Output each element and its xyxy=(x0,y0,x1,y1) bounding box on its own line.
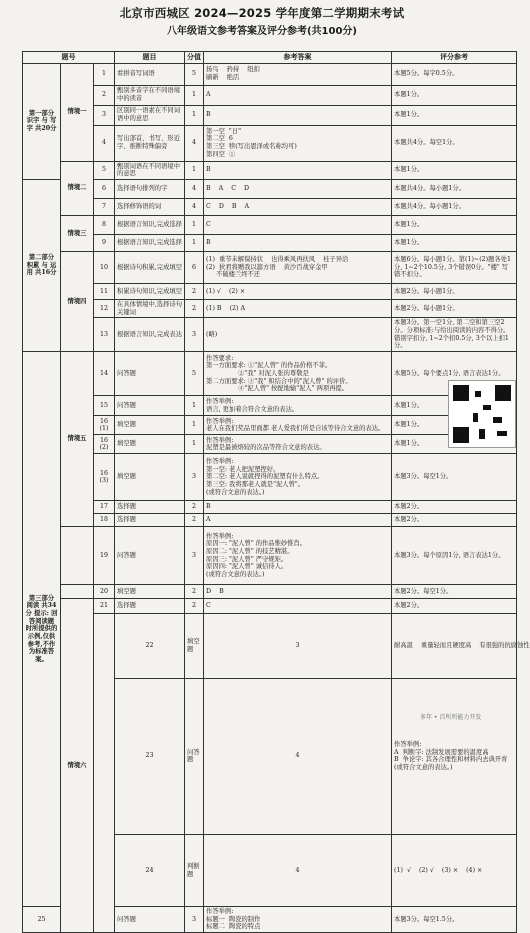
reference-answer xyxy=(204,125,392,161)
table-row xyxy=(23,396,517,416)
part-label: 第二部分 积累 与 运用 共16分 xyxy=(23,179,61,351)
answer-text: 作答举例: 第一空: 老人把泥塑捏好。 第二空: 老人说就捏得的泥塑有什么特点。 第三空: 我将那老人就是"泥人曾"。 (或符合文意的表达。) xyxy=(206,458,324,496)
question-score: 3 xyxy=(185,318,204,352)
question-number: 25 xyxy=(23,907,61,933)
question-number: 17 xyxy=(94,501,115,514)
question-topic: 甄别多音字在不同语境中的读音 xyxy=(115,85,185,105)
table-row xyxy=(23,454,517,501)
table-row xyxy=(23,299,517,317)
table-row xyxy=(23,125,517,161)
question-topic: 选择语句排列的字 xyxy=(115,179,185,198)
question-number: 13 xyxy=(94,318,115,352)
question-score: 6 xyxy=(185,251,204,283)
question-score: 1 xyxy=(185,161,204,179)
table-header-row xyxy=(23,52,517,64)
question-number: 21 xyxy=(94,599,115,614)
task-label: 情境三 xyxy=(61,215,94,251)
task-label-blank xyxy=(61,585,94,599)
table-row xyxy=(23,251,517,283)
reference-answer xyxy=(204,299,392,317)
answer-text: 扬鸟 矜持 纽扣 刷新 绝活 xyxy=(206,66,260,82)
question-topic: 选择修饰语的词 xyxy=(115,198,185,215)
question-topic: 填空题 xyxy=(115,435,185,454)
answer-text: B xyxy=(206,111,211,119)
answer-text: A xyxy=(206,91,211,99)
scoring-note: 本题3分。每空1分。 xyxy=(392,454,517,501)
question-topic: 问答题 xyxy=(115,527,185,585)
answer-text: 耐高温 重量轻而且硬度高 有很强的抗腐蚀性 xyxy=(394,642,530,650)
table-row xyxy=(23,85,517,105)
reference-answer xyxy=(204,501,392,514)
answer-text: 作答要求: 第一方面要求: ①"泥人曾" 的作品价格不菲。 ②"我" 对泥人张的尊敬是 第二方面要求: ③"我" 和结合中的"泥人曾" 的评价。 ④"泥人曾" 按配地输"泥人" 两项再提。 xyxy=(206,354,352,393)
table-row xyxy=(23,234,517,251)
page-title: 北京市西城区 2024—2025 学年度第二学期期末考试 xyxy=(119,6,405,20)
reference-answer xyxy=(204,251,392,283)
table-row xyxy=(23,599,517,614)
part-label-continued xyxy=(94,614,115,933)
answer-text: C xyxy=(206,221,211,229)
question-topic: 看拼音写词语 xyxy=(115,63,185,85)
answer-text: B A C D xyxy=(206,185,250,193)
question-number: 4 xyxy=(94,125,115,161)
question-number: 15 xyxy=(94,396,115,416)
part-label: 第三部分 阅读 共34分 提示: 回答阅读题 时所提供的 示例,仅供 参考,不作 为标准答 案。 xyxy=(23,352,61,907)
question-topic: 问答题 xyxy=(185,678,204,834)
scoring-note: 本题2分。 xyxy=(392,514,517,527)
question-number: 9 xyxy=(94,234,115,251)
answer-text: C D B A xyxy=(206,203,250,211)
scoring-note: 本题共4分。每空1分。 xyxy=(392,125,517,161)
question-number: 7 xyxy=(94,198,115,215)
reference-answer xyxy=(204,514,392,527)
table-row xyxy=(23,527,517,585)
reference-answer xyxy=(204,283,392,299)
task-label: 情境一 xyxy=(61,63,94,161)
header-note: 评分参考 xyxy=(392,52,517,64)
header-topic: 题目 xyxy=(115,52,185,64)
page-subtitle: 八年级语文参考答案及评分参考(共100分) xyxy=(166,26,357,37)
question-score: 4 xyxy=(204,678,392,834)
answer-text: 作答举例: 标题一 陶瓷的制作 标题二 陶瓷的特点 xyxy=(206,908,261,931)
question-score: 4 xyxy=(185,198,204,215)
part-label: 第一部分 识字 与 写字 共20分 xyxy=(23,63,61,179)
answer-text: 作答举例: 泥塑是最被熔较的次品等符合文意的表达。 xyxy=(206,436,326,452)
question-topic: 选择题 xyxy=(115,599,185,614)
header-answer: 参考答案 xyxy=(204,52,392,64)
answer-text: (1) √ (2) √ (3) × (4) × xyxy=(394,866,483,874)
scoring-note: 本题1分。 xyxy=(392,161,517,179)
task-label-blank xyxy=(61,527,94,585)
answer-text: B xyxy=(206,503,211,511)
question-score: 5 xyxy=(185,352,204,396)
scoring-note: 本题1分。 xyxy=(392,416,517,435)
question-number: 22 xyxy=(115,614,185,678)
question-score: 3 xyxy=(185,907,204,933)
table-row xyxy=(23,614,517,678)
reference-answer xyxy=(204,161,392,179)
answer-text: D B xyxy=(206,587,224,595)
question-topic: 填空题 xyxy=(185,614,204,678)
scoring-note: 本题1分。 xyxy=(392,234,517,251)
question-score: 2 xyxy=(185,585,204,599)
scoring-note: 本题1分。 xyxy=(392,396,517,416)
question-number: 16 (3) xyxy=(94,454,115,501)
question-topic: 问答题 xyxy=(115,396,185,416)
table-row xyxy=(23,215,517,234)
reference-answer xyxy=(204,85,392,105)
reference-answer xyxy=(204,63,392,85)
question-topic: 填空题 xyxy=(115,454,185,501)
task-label: 情境五 xyxy=(61,352,94,527)
scoring-note: 本题1分。 xyxy=(392,435,517,454)
reference-answer xyxy=(204,454,392,501)
reference-answer xyxy=(204,105,392,125)
question-topic: 判断题 xyxy=(185,835,204,907)
question-score: 2 xyxy=(185,599,204,614)
question-number: 10 xyxy=(94,251,115,283)
question-number: 20 xyxy=(94,585,115,599)
header-score: 分值 xyxy=(185,52,204,64)
answer-text: (1) 重节未解保持状 也得乘风再扶风 桂子异洽 (2) 狄君将赠我以篇方语 黄沙百战穿金甲 不破楼兰终不还 xyxy=(206,255,349,279)
answer-text: B xyxy=(206,239,211,247)
question-score: 1 xyxy=(185,396,204,416)
scoring-note: 本题3分。每空1.5分。 xyxy=(392,907,517,933)
scoring-note: 本题共4分。每小题1分。 xyxy=(392,198,517,215)
reference-answer xyxy=(392,835,517,907)
question-number: 8 xyxy=(94,215,115,234)
question-score: 5 xyxy=(185,63,204,85)
table-row xyxy=(23,318,517,352)
reference-answer xyxy=(204,435,392,454)
answer-text: A xyxy=(206,516,211,524)
answer-text: 作答举例: A 判断字: 法制发展需要的温度高 B 争论字: 其各合理性和材料内去典开育 (或符合文意的表达。) xyxy=(394,740,508,771)
reference-answer xyxy=(204,907,392,933)
question-score: 1 xyxy=(185,105,204,125)
answer-text: 作答举例: 老人在我们奖品里面都 老人爱我们所是自该等待合文意的表达。 xyxy=(206,417,385,433)
reference-answer xyxy=(204,215,392,234)
question-score: 4 xyxy=(185,179,204,198)
scoring-note: 本题共4分。每小题1分。 xyxy=(392,179,517,198)
answer-table xyxy=(22,51,530,933)
question-number: 19 xyxy=(94,527,115,585)
question-number: 18 xyxy=(94,514,115,527)
question-score: 3 xyxy=(185,454,204,501)
reference-answer xyxy=(204,179,392,198)
table-row xyxy=(23,585,517,599)
table-row xyxy=(23,283,517,299)
task-label: 情境二 xyxy=(61,161,94,215)
question-topic: 根据语言知识,完成选择 xyxy=(115,215,185,234)
question-topic: 问答题 xyxy=(115,907,185,933)
answer-text: (1) √ (2) × xyxy=(206,287,246,295)
question-number: 3 xyxy=(94,105,115,125)
reference-answer xyxy=(204,234,392,251)
table-row xyxy=(23,105,517,125)
question-topic: 积累诗句知识,完成填空 xyxy=(115,283,185,299)
table-row xyxy=(23,435,517,454)
question-score: 4 xyxy=(185,125,204,161)
reference-answer xyxy=(204,396,392,416)
question-number: 24 xyxy=(115,835,185,907)
question-score: 3 xyxy=(185,527,204,585)
table-row xyxy=(23,63,517,85)
question-topic: 问答题 xyxy=(115,352,185,396)
answer-text: C xyxy=(206,602,211,610)
table-row xyxy=(23,161,517,179)
header-question-no: 题号 xyxy=(23,52,115,64)
scoring-note: 本题6分。每小题1分。第(1)~(2)题各处1分, 1~2个10.5分, 3个错误0分。"楼" 写错不扣分。 xyxy=(392,251,517,283)
question-number: 14 xyxy=(94,352,115,396)
reference-answer xyxy=(204,585,392,599)
question-topic: 根据诗句积累,完成填空 xyxy=(115,251,185,283)
table-row xyxy=(23,352,517,396)
question-topic: 区别同一语素在不同词语中的意思 xyxy=(115,105,185,125)
question-topic: 填空题 xyxy=(115,585,185,599)
scoring-note: 本题5分。每字0.5分。 xyxy=(392,63,517,85)
question-score: 3 xyxy=(204,614,392,678)
question-topic: 根据语言知识,完成表达 xyxy=(115,318,185,352)
reference-answer xyxy=(204,318,392,352)
question-number: 11 xyxy=(94,283,115,299)
task-label: 情境四 xyxy=(61,251,94,351)
question-topic: 写出部首、书写、形近字、推断特殊偏旁 xyxy=(115,125,185,161)
reference-answer xyxy=(204,416,392,435)
question-score: 2 xyxy=(185,299,204,317)
table-row xyxy=(23,501,517,514)
table-row xyxy=(23,198,517,215)
scoring-note: 本题2分。每小题1分。 xyxy=(392,299,517,317)
question-score: 2 xyxy=(185,514,204,527)
question-number: 2 xyxy=(94,85,115,105)
question-score: 2 xyxy=(185,283,204,299)
question-number: 5 xyxy=(94,161,115,179)
scoring-note: 本题2分。 xyxy=(392,599,517,614)
question-topic: 选择题 xyxy=(115,501,185,514)
question-topic: 甄别词语在不同语境中的意思 xyxy=(115,161,185,179)
scoring-note: 本题2分。 xyxy=(392,501,517,514)
question-score: 1 xyxy=(185,215,204,234)
answer-text: B xyxy=(206,166,211,174)
scoring-note: 本题3分。每个原因1分, 语言表达1分。 xyxy=(392,527,517,585)
answer-text: (1) B (2) A xyxy=(206,304,246,312)
answer-text: 作答举例: 语言, 更加着合符合文意的表达。 xyxy=(206,398,299,413)
question-number: 1 xyxy=(94,63,115,85)
scoring-note: 本题2分。每空1分。 xyxy=(392,585,517,599)
table-row xyxy=(23,179,517,198)
question-score: 1 xyxy=(185,416,204,435)
question-number: 23 xyxy=(115,678,185,834)
scoring-note: 本题1分。 xyxy=(392,215,517,234)
question-score: 2 xyxy=(185,501,204,514)
scoring-note: 本题1分。 xyxy=(392,85,517,105)
question-topic: 填空题 xyxy=(115,416,185,435)
answer-text: 第一空 "日" 第二空 6 第三空 犊(写出恩泽或名称均可) 第四空 ① xyxy=(206,127,297,158)
question-number: 12 xyxy=(94,299,115,317)
table-row xyxy=(23,416,517,435)
answer-text: (略) xyxy=(206,330,218,338)
scoring-note: 本题5分。每个要点1分, 语言表达1分。 xyxy=(392,352,517,396)
question-number: 6 xyxy=(94,179,115,198)
question-topic: 根据语言知识,完成选择 xyxy=(115,234,185,251)
reference-answer xyxy=(204,198,392,215)
reference-answer xyxy=(204,599,392,614)
question-score: 1 xyxy=(185,435,204,454)
scoring-note: 本题2分。每小题1分。 xyxy=(392,283,517,299)
reference-answer xyxy=(204,527,392,585)
table-row xyxy=(23,514,517,527)
scoring-note: 本题1分。 xyxy=(392,105,517,125)
scoring-note: 本题3分。第一空1分, 第二空和第三空2分。分项标准:与给出阅读的内容不得分。错别字扣分, 1~2个扣0.5分, 3个以上扣1分。 xyxy=(392,318,517,352)
question-score: 4 xyxy=(204,835,392,907)
answer-text: 作答举例: 原因一: "泥人曾" 的作品惟妙惟肖。 原因二: "泥人曾" 的技艺精湛。 原因三: "泥人曾" 严守规矩。 原因四: "泥人曾" 诚信待人。 (或符合文意的表达。) xyxy=(206,532,307,579)
question-score: 1 xyxy=(185,234,204,251)
task-label: 情境六 xyxy=(61,599,94,933)
question-number: 16 (2) xyxy=(94,435,115,454)
reference-answer xyxy=(392,614,530,678)
footer-text: 多年 • 百所所能力开发 xyxy=(420,714,482,721)
question-number: 16 (1) xyxy=(94,416,115,435)
qr-code-icon xyxy=(448,380,516,448)
question-score: 1 xyxy=(185,85,204,105)
reference-answer xyxy=(392,678,517,834)
question-topic: 在具体情境中,选择诗句关键词 xyxy=(115,299,185,317)
question-topic: 选择题 xyxy=(115,514,185,527)
reference-answer xyxy=(204,352,392,396)
